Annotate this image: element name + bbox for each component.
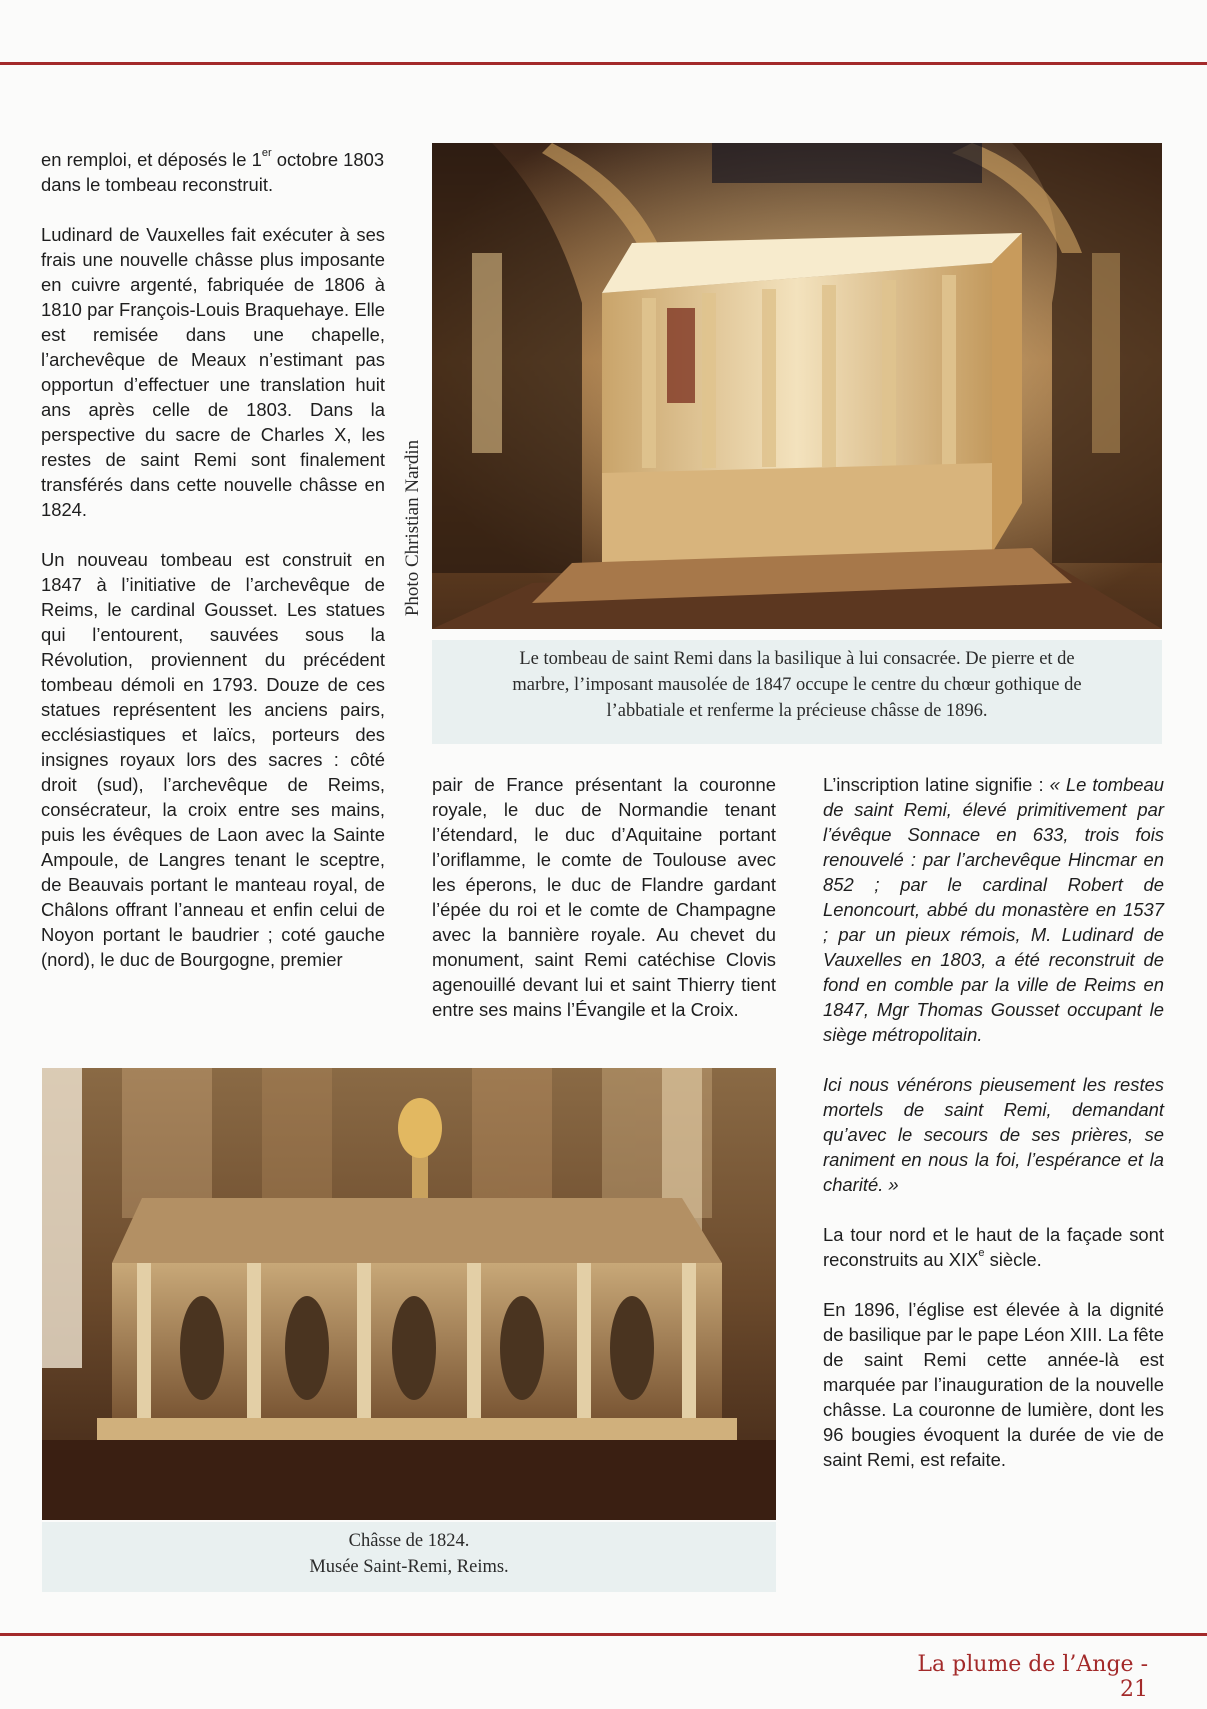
reliquary-photo <box>42 1068 776 1520</box>
caption-line: l’abbatiale et renferme la précieuse châsse de 1896. <box>606 701 988 721</box>
caption-line: marbre, l’imposant mausolée de 1847 occupe le centre du chœur gothique de <box>512 675 1082 695</box>
photo-credit: Photo Christian Nardin <box>402 439 423 617</box>
bottom-rule <box>0 1633 1207 1636</box>
paragraph: En 1896, l’église est élevée à la dignité de basilique par le pape Léon XIII. La fête de saint Remi cette année-là est marquée par l’inauguration de la nouvelle châsse. La couronne de lumière, dont les 96 bougies évoquent la durée de vie de saint Remi, est refaite. <box>823 1299 1164 1470</box>
caption-line: Le tombeau de saint Remi dans la basilique à lui consacrée. De pierre et de <box>519 649 1075 669</box>
tomb-photo <box>432 143 1162 629</box>
caption-line: Châsse de 1824. <box>348 1531 470 1551</box>
paragraph: Un nouveau tombeau est construit en 1847 à l’initiative de l’archevêque de Reims, le cardinal Gousset. Les statues qui l’entourent, sauvées sous la Révolution, proviennent du précédent tombeau démoli en 1793. Douze de ces statues représentent les anciens pairs, ecclésiastiques et laïcs, porteurs des insignes royaux lors des sacres : côté droit (sud), l’archevêque de Reims, consécrateur, la croix entre ses mains, puis les évêques de Laon avec la Sainte Ampoule, de Langres tenant le sceptre, de Beauvais portant le manteau royal, de Châlons offrant l’anneau et enfin celui de Noyon portant le baudrier ; coté gauche (nord), le duc de Bourgogne, premier <box>41 549 385 970</box>
text-column-middle <box>432 772 776 1022</box>
paragraph: L’inscription latine signifie : « Le tombeau de saint Remi, élevé primitivement par l’évêque Sonnace en 633, trois fois renouvelé : par l’archevêque Hincmar en 852 ; par le cardinal Robert de Lenoncourt, abbé du monastère en 1537 ; par un pieux rémois, M. Ludinard de Vauxelles en 1803, a été reconstruit de fond en comble par la ville de Reims en 1847, Mgr Thomas Gousset occupant le siège métropolitain. <box>823 774 1164 1045</box>
paragraph: en remploi, et déposés le 1er octobre 1803 dans le tombeau reconstruit. <box>41 147 385 195</box>
caption-line: Musée Saint-Remi, Reims. <box>309 1557 509 1577</box>
reliquary-caption <box>42 1522 776 1592</box>
tomb-caption <box>432 640 1162 744</box>
text-column-left <box>41 147 385 972</box>
paragraph: Ludinard de Vauxelles fait exécuter à ses frais une nouvelle châsse plus imposante en cuivre argenté, fabriquée de 1806 à 1810 par François-Louis Braquehaye. Elle est remisée dans une chapelle, l’archevêque de Meaux n’estimant pas opportun d’effectuer une translation huit ans après celle de 1803. Dans la perspective du sacre de Charles X, les restes de saint Remi sont finalement transférés dans cette nouvelle châsse en 1824. <box>41 224 385 520</box>
text-column-right <box>823 772 1164 1472</box>
page-footer: La plume de l’Ange - 21 <box>917 1652 1148 1702</box>
paragraph: Ici nous vénérons pieusement les restes mortels de saint Remi, demandant qu’avec le secours de ses prières, se raniment en nous la foi, l’espérance et la charité. » <box>823 1074 1164 1195</box>
paragraph: La tour nord et le haut de la façade sont reconstruits au XIXe siècle. <box>823 1224 1164 1270</box>
top-rule <box>0 62 1207 65</box>
paragraph: pair de France présentant la couronne royale, le duc de Normandie tenant l’étendard, le duc d’Aquitaine portant l’oriflamme, le comte de Toulouse avec les éperons, le duc de Flandre gardant l’épée du roi et le comte de Champagne avec la bannière royale. Au chevet du monument, saint Remi catéchise Clovis agenouillé devant lui et saint Thierry tient entre ses mains l’Évangile et la Croix. <box>432 774 776 1020</box>
